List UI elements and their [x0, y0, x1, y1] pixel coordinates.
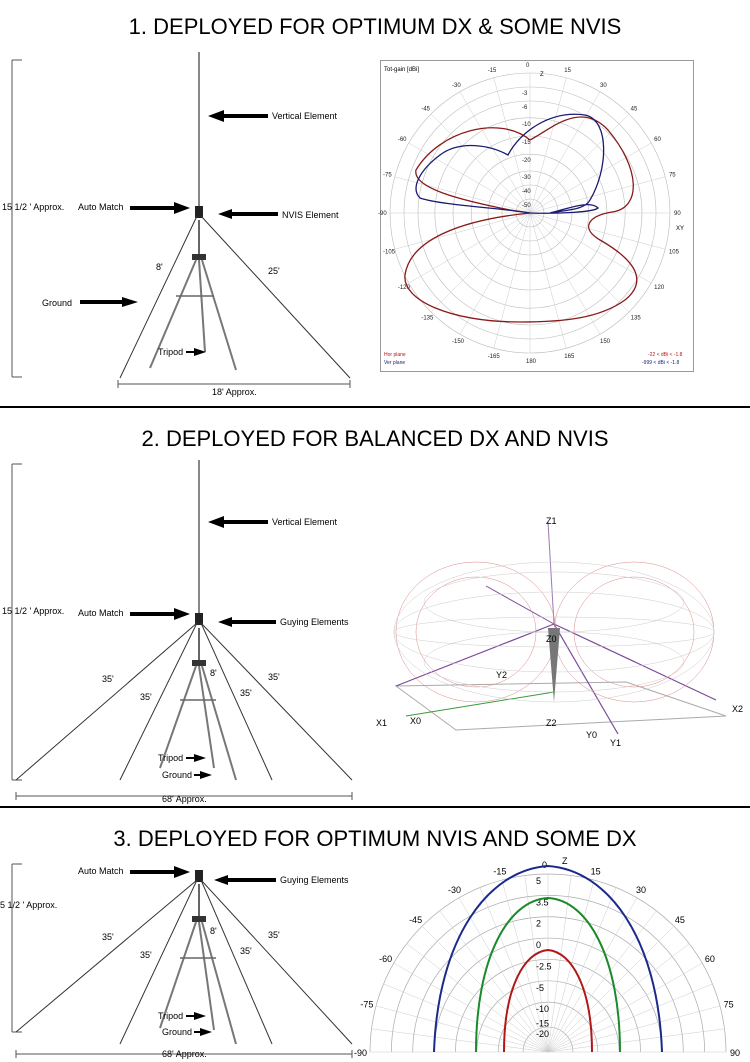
arrow-auto-match — [130, 202, 190, 214]
grid-spoke — [548, 1006, 720, 1052]
angle-tick-label: 135 — [630, 315, 641, 322]
radial-tick-label: -10 — [536, 1004, 550, 1015]
angle-tick-label: -90 — [354, 1048, 368, 1058]
angle-tick-label: -135 — [421, 315, 434, 322]
angle-tick-label: 75 — [668, 172, 676, 179]
arrow-tripod — [186, 348, 206, 356]
length-right-label: 25' — [268, 266, 280, 276]
length-e-label: 35' — [268, 930, 280, 940]
ground-label: Ground — [162, 770, 193, 780]
grid-spoke — [384, 984, 548, 1052]
length-c-label: 8' — [210, 668, 217, 678]
arrow-guying-elements — [214, 875, 276, 885]
angle-tick-label: 105 — [668, 249, 679, 256]
antenna-diagram-2 — [0, 408, 370, 808]
angle-tick-label: -15 — [493, 866, 507, 877]
radial-tick-label: -30 — [522, 175, 531, 181]
angle-tick-label: -15 — [487, 68, 497, 75]
angle-tick-label: 180 — [526, 359, 537, 365]
angle-tick-label: 15 — [590, 866, 601, 877]
section-2 — [0, 408, 750, 808]
arrow-ground — [194, 1028, 212, 1036]
antenna-diagram-3 — [0, 808, 370, 1062]
auto-match-label: Auto Match — [78, 866, 124, 876]
width-label: 68' Approx. — [162, 1049, 207, 1059]
radial-tick-label: 0 — [536, 940, 542, 951]
radial-tick-label: -15 — [536, 1018, 550, 1029]
arrow-guying-elements — [218, 617, 276, 627]
angle-tick-label: 45 — [674, 915, 685, 926]
axis-y1: Y1 — [610, 738, 622, 748]
arrow-ground — [194, 771, 212, 779]
radial-tick-label: -15 — [522, 140, 531, 146]
length-d-label: 35' — [240, 688, 252, 698]
radial-tick-label: -10 — [522, 121, 531, 128]
angle-tick-label: -90 — [378, 211, 387, 217]
ground-label: Ground — [162, 1027, 193, 1037]
height-label: 15 1/2 ' Approx. — [2, 202, 65, 212]
section-3-title: 3. DEPLOYED FOR OPTIMUM NVIS AND SOME DX — [113, 826, 637, 851]
vertical-element-label: Vertical Element — [272, 111, 338, 121]
arrow-nvis-element — [218, 209, 278, 219]
height-label: 15 1/2 ' Approx. — [2, 606, 65, 616]
radial-tick-label: 2 — [536, 918, 542, 929]
3d-radiation-pattern — [376, 512, 748, 772]
ground-label: Ground — [42, 298, 73, 308]
legend-ver-plane: Ver plane — [384, 360, 406, 366]
tripod-label: Tripod — [158, 347, 184, 357]
nvis-element-label: NVIS Element — [282, 210, 339, 220]
angle-tick-label: -120 — [397, 285, 410, 291]
arrow-auto-match — [130, 608, 190, 620]
height-label: 5 1/2 ' Approx. — [0, 900, 58, 910]
angle-tick-label: 0 — [526, 63, 530, 69]
angle-tick-label: 120 — [654, 285, 665, 291]
radial-tick-label: 3.5 — [536, 897, 549, 908]
legend-hor-range: -22 < dBi < -1.8 — [648, 352, 683, 358]
arrow-vertical-element — [208, 516, 268, 528]
angle-tick-label: 75 — [723, 999, 734, 1010]
angle-tick-label: -75 — [360, 999, 374, 1010]
angle-tick-label: -105 — [383, 249, 396, 256]
plot-title: Tot-gain [dBi] — [384, 67, 420, 73]
arrow-ground — [80, 297, 138, 307]
width-label: 18' Approx. — [212, 387, 257, 397]
grid-spoke — [548, 1029, 724, 1052]
angle-tick-label: -45 — [409, 915, 423, 926]
guying-elements-label: Guying Elements — [280, 875, 349, 885]
length-b-label: 35' — [140, 950, 152, 960]
arrow-tripod — [186, 754, 206, 762]
radial-tick-label: -6 — [522, 105, 528, 111]
tripod-label: Tripod — [158, 1011, 184, 1021]
auto-match-label: Auto Match — [78, 608, 124, 618]
angle-tick-label: -150 — [452, 339, 465, 346]
width-label: 68' Approx. — [162, 794, 207, 804]
radial-tick-label: 5 — [536, 876, 542, 886]
section-3 — [0, 808, 750, 1062]
axis-y2: Y2 — [496, 670, 508, 680]
xy-axis-label: XY — [676, 226, 685, 232]
ground-plane — [396, 682, 726, 730]
legend-ver-range: -999 < dBi < -1.8 — [642, 360, 680, 366]
axis-y0: Y0 — [586, 730, 598, 740]
radial-tick-label: -50 — [522, 203, 531, 209]
angle-tick-label: -30 — [452, 82, 461, 89]
axis-z0: Z0 — [546, 634, 557, 644]
section-2-title: 2. DEPLOYED FOR BALANCED DX AND NVIS — [141, 426, 609, 451]
section-1 — [0, 0, 750, 408]
grid-spoke — [548, 984, 712, 1052]
angle-tick-label: -75 — [383, 172, 392, 179]
angle-tick-label: -60 — [397, 137, 407, 143]
length-e-label: 35' — [268, 672, 280, 682]
angle-tick-label: 0 — [542, 860, 548, 870]
length-c-label: 8' — [210, 926, 217, 936]
axis-z1: Z1 — [546, 516, 557, 526]
angle-tick-label: 90 — [730, 1048, 741, 1058]
angle-tick-label: 165 — [564, 353, 575, 360]
radial-tick-label: -3 — [522, 91, 528, 97]
length-b-label: 35' — [140, 692, 152, 702]
grid-spoke — [372, 1029, 548, 1052]
guying-elements-label: Guying Elements — [280, 617, 349, 627]
radial-tick-label: -2.5 — [536, 961, 552, 972]
angle-tick-label: -30 — [448, 885, 462, 896]
angle-tick-label: -165 — [487, 353, 500, 360]
angle-tick-label: 60 — [704, 954, 715, 964]
length-a-label: 35' — [102, 932, 114, 942]
radial-tick-label: -5 — [536, 982, 545, 993]
angle-tick-label: 15 — [564, 68, 571, 75]
antenna-diagram-1 — [0, 0, 370, 408]
polar-gain-plot-1 — [380, 60, 694, 372]
length-a-label: 35' — [102, 674, 114, 684]
angle-tick-label: -60 — [379, 954, 393, 964]
angle-tick-label: 90 — [674, 211, 681, 217]
angle-tick-label: 45 — [630, 106, 638, 113]
axis-x1: X1 — [376, 718, 388, 728]
angle-tick-label: -45 — [421, 106, 431, 113]
z-axis-label: Z — [540, 72, 544, 78]
angle-tick-label: 60 — [654, 137, 661, 143]
radial-tick-label: -20 — [522, 158, 531, 165]
legend-hor-plane: Hor plane — [384, 352, 406, 358]
grid-spoke — [548, 888, 616, 1052]
tripod-label: Tripod — [158, 753, 184, 763]
auto-match-label: Auto Match — [78, 202, 124, 212]
grid-spoke — [376, 1006, 548, 1052]
z-axis-label: Z — [562, 856, 568, 866]
radial-tick-label: -20 — [536, 1029, 550, 1040]
vertical-element-label: Vertical Element — [272, 517, 338, 527]
angle-tick-label: 30 — [636, 885, 647, 896]
length-left-label: 8' — [156, 262, 163, 272]
arrow-vertical-element — [208, 110, 268, 122]
axis-x2: X2 — [732, 704, 744, 714]
angle-tick-label: 150 — [600, 339, 611, 346]
radial-tick-label: -40 — [522, 189, 531, 195]
axis-x0: X0 — [410, 716, 422, 726]
arrow-auto-match — [130, 866, 190, 878]
axis-z2: Z2 — [546, 718, 557, 728]
section-1-title: 1. DEPLOYED FOR OPTIMUM DX & SOME NVIS — [128, 14, 622, 39]
arrow-tripod — [186, 1012, 206, 1020]
angle-tick-label: 30 — [600, 82, 607, 89]
length-d-label: 35' — [240, 946, 252, 956]
